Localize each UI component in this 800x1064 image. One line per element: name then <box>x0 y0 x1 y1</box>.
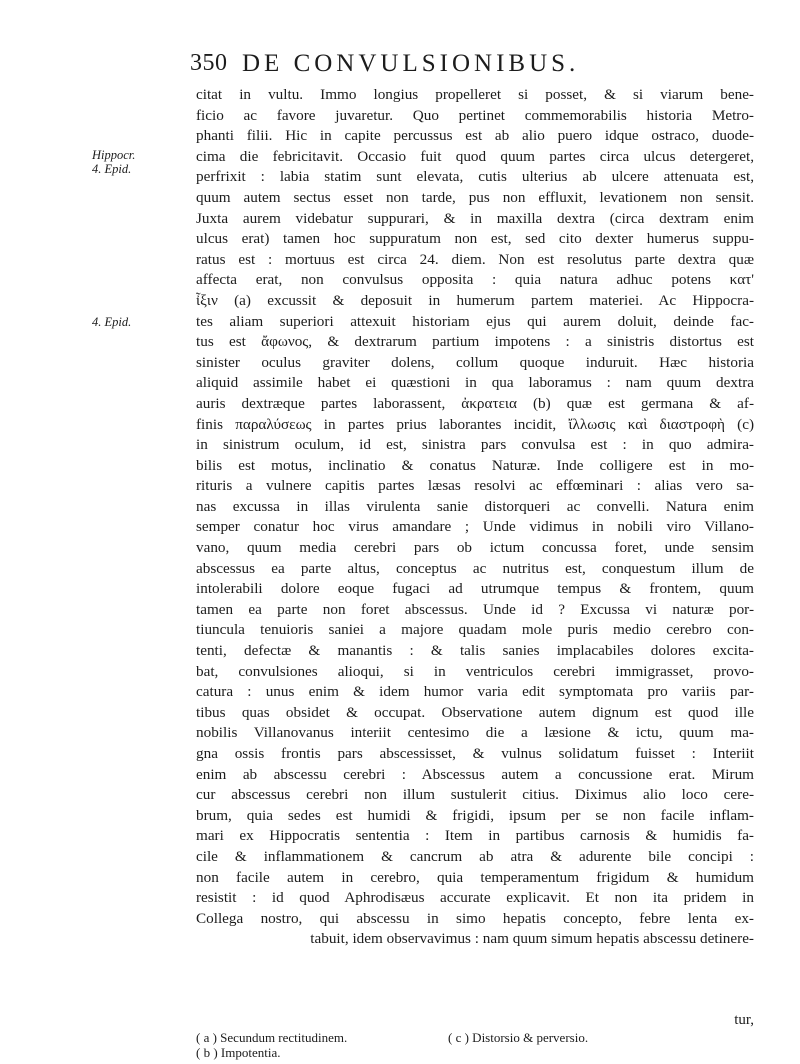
text-line: tibus quas obsidet & occupat. Observatione autem dignum est quod ille <box>196 703 754 721</box>
margin-note-hippocr: Hippocr. 4. Epid. <box>92 148 136 176</box>
text-line: nas excussa in illas virulenta sanie distorqueri ac convelli. Natura enim <box>196 497 754 515</box>
text-line: cur abscessus cerebri non illum sustulerit citius. Diximus alio loco cere- <box>196 786 754 804</box>
text-line: brum, quia sedes est humidi & frigidi, ipsum per se non facile inflam- <box>196 806 754 824</box>
text-line: tabuit, idem observavimus : nam quum simum hepatis abscessu detinere- <box>310 930 754 948</box>
text-line: ficio ac favore juvaretur. Quo pertinet commemorabilis historia Metro- <box>196 106 754 124</box>
text-line: vano, quum media cerebri pars ob ictum concussa foret, unde sensim <box>196 539 754 557</box>
text-line: rituris a vulnere capitis partes læsas resolvi ac effœminari : alias vero sa- <box>196 477 754 495</box>
text-line: finis παραλύσεως in partes prius laborantes incidit, ἴλλωσις καὶ διαστροφὴ (c) <box>196 415 754 433</box>
page-header <box>190 50 750 84</box>
page-number: 350 <box>190 50 228 76</box>
text-line: mari ex Hippocratis sententia : Item in partibus carnosis & humidis fa- <box>196 827 754 845</box>
footnote-b: ( b ) Impotentia. <box>196 1045 281 1060</box>
text-line: nobilis Villanovanus interiit centesimo die a læsione & ictu, quum ma- <box>196 724 754 742</box>
text-line: Juxta aurem videbatur suppurari, & in maxilla dextra (circa dextram enim <box>196 209 754 227</box>
text-line: ratus est : mortuus est circa 24. diem. Non est resolutus parte dextra quæ <box>196 250 754 268</box>
text-line: citat in vultu. Immo longius propelleret si posset, & si viarum bene- <box>196 86 754 103</box>
text-line: tus est ἄφωνος, & dextrarum partium impotens : a sinistris distortus est <box>196 333 754 351</box>
text-line: auris dextræque partes laborassent, ἀκρατεια (b) quæ est germana & af- <box>196 394 754 412</box>
text-line: quum autem sectus esset non tarde, pus non effluxit, levationem non sensit. <box>196 188 754 206</box>
text-line: gna ossis frontis pars abscessisset, & vulnus solidatum fuisset : Interiit <box>196 745 754 762</box>
footnote-a: ( a ) Secundum rectitudinem. <box>196 1030 348 1045</box>
text-line: tamen ea parte non foret abscessus. Unde id ? Excussa vi naturæ por- <box>196 600 754 618</box>
text-line: resistit : id quod Aphrodisæus accurate explicavit. Et non ita pridem in <box>196 889 754 907</box>
text-line: affecta erat, non convulsus opposita : quia natura adhuc potens κατ' <box>196 271 754 289</box>
text-line: semper conatur hoc virus amandare ; Unde vidimus in nobili viro Villano- <box>196 518 754 536</box>
running-title: DE CONVULSIONIBUS. <box>242 50 580 77</box>
text-line: intolerabili dolore eoque fugaci ad utrumque tempus & frontem, quum <box>196 580 754 598</box>
text-line: Collega nostro, qui abscessu in simo hepatis concepto, febre lenta ex- <box>196 909 754 927</box>
text-line: cile & inflammationem & cancrum ab atra & adurente bile concipi : <box>196 847 754 865</box>
text-line: non facile autem in cerebro, quia temperamentum frigidum & humidum <box>196 868 754 886</box>
text-line: bat, convulsiones alioqui, si in ventriculos cerebri immigrasset, provo- <box>196 662 754 680</box>
text-line: aliquid assimile habet ei quæstioni in qua laboramus : nam quum dextra <box>196 374 754 392</box>
text-line: in sinistrum oculum, id est, sinistra pars convulsa est : in quo admira- <box>196 436 754 454</box>
text-line: ulcus erat) tamen hoc suppuratum non est, sed cito dexter humerus suppu- <box>196 230 754 248</box>
footnote-c: ( c ) Distorsio & perversio. <box>448 1030 589 1045</box>
body-text <box>196 85 754 950</box>
text-line: ἶξιν (a) excussit & deposuit in humerum partem materiei. Ac Hippocra- <box>196 291 754 309</box>
text-line: abscessus ea parte altus, conceptus ac nutritus est, conquestum illum de <box>196 559 754 577</box>
text-line: cima die febricitavit. Occasio fuit quod quum partes circa ulcus detergeret, <box>196 147 754 165</box>
text-line: tes aliam superiori attexuit historiam ejus qui aurem doluit, deinde fac- <box>196 312 754 330</box>
margin-note-epid: 4. Epid. <box>92 315 132 329</box>
text-line: tenti, defectæ & manantis : & talis sanies implacabiles dolores excita- <box>196 642 754 660</box>
text-line: catura : unus enim & idem humor varia edit symptomata pro variis par- <box>196 683 754 701</box>
text-line: bilis est motus, inclinatio & conatus Naturæ. Inde colligere est in mo- <box>196 456 754 474</box>
text-line: enim ab abscessu cerebri : Abscessus autem a concussione erat. Mirum <box>196 765 754 783</box>
text-line: phanti filii. Hic in capite percussus est ab alio puero idque ostraco, duode- <box>196 127 754 145</box>
text-line: perfrixit : labia statim sunt elevata, cutis ulterius ab ulcere attenuata est, <box>196 168 754 186</box>
catchword: tur, <box>734 1012 754 1028</box>
text-line: sinister oculus graviter dolens, collum quoque induruit. Hæc historia <box>196 353 754 371</box>
text-line: tiuncula tenuioris saniei a majore quadam mole puris medio cerebro con- <box>196 621 754 639</box>
footnotes <box>196 1030 756 1064</box>
